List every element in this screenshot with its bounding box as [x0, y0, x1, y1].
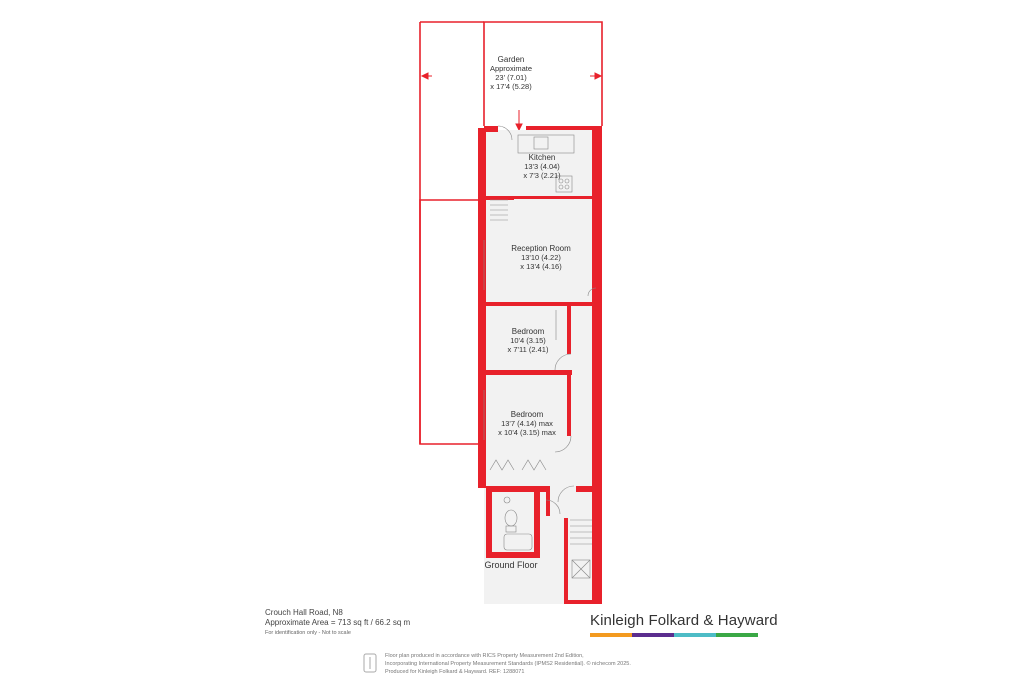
svg-text:x 7'3 (2.21): x 7'3 (2.21)	[523, 171, 561, 180]
svg-text:x 13'4 (4.16): x 13'4 (4.16)	[520, 262, 562, 271]
floor-label: Ground Floor	[484, 560, 538, 570]
brand-logo	[590, 612, 778, 637]
footer-line-3: Produced for Kinleigh Folkard & Hayward. REF: 1288071	[385, 669, 525, 675]
svg-text:Garden: Garden	[497, 55, 525, 64]
footer-line-2: Incorporating International Property Measurement Standards (IPMS2 Residential). © nichecom 2025.	[385, 661, 631, 667]
property-info	[265, 608, 410, 638]
address: Crouch Hall Road, N8	[265, 608, 343, 617]
brand-bar-green	[716, 633, 758, 637]
brand-color-bar	[590, 633, 758, 637]
brand-bar-teal	[674, 633, 716, 637]
svg-text:Kitchen: Kitchen	[528, 153, 556, 162]
svg-text:x 17'4 (5.28): x 17'4 (5.28)	[490, 82, 532, 91]
svg-text:Bedroom: Bedroom	[510, 410, 544, 419]
svg-text:13'3 (4.04): 13'3 (4.04)	[524, 162, 560, 171]
brand-bar-orange	[590, 633, 632, 637]
footer-disclaimer	[385, 652, 631, 676]
svg-text:Approximate: Approximate	[489, 64, 533, 73]
compliance-icon	[362, 652, 378, 674]
svg-text:10'4 (3.15): 10'4 (3.15)	[510, 336, 546, 345]
svg-text:23' (7.01): 23' (7.01)	[495, 73, 527, 82]
svg-text:13'10 (4.22): 13'10 (4.22)	[521, 253, 561, 262]
identification-note: For identification only - Not to scale	[265, 630, 351, 636]
bedroom1-label	[508, 327, 549, 354]
brand-bar-purple	[632, 633, 674, 637]
svg-text:13'7 (4.14) max: 13'7 (4.14) max	[501, 419, 553, 428]
garden-label	[490, 55, 532, 91]
svg-text:Reception Room: Reception Room	[511, 244, 571, 253]
svg-text:x 10'4 (3.15) max: x 10'4 (3.15) max	[498, 428, 556, 437]
svg-text:x 7'11 (2.41): x 7'11 (2.41)	[507, 345, 549, 354]
brand-name: Kinleigh Folkard & Hayward	[590, 612, 778, 629]
approximate-area: Approximate Area = 713 sq ft / 66.2 sq m	[265, 618, 411, 627]
footer-line-1: Floor plan produced in accordance with RICS Property Measurement 2nd Edition,	[385, 653, 584, 659]
svg-text:Bedroom: Bedroom	[511, 327, 545, 336]
